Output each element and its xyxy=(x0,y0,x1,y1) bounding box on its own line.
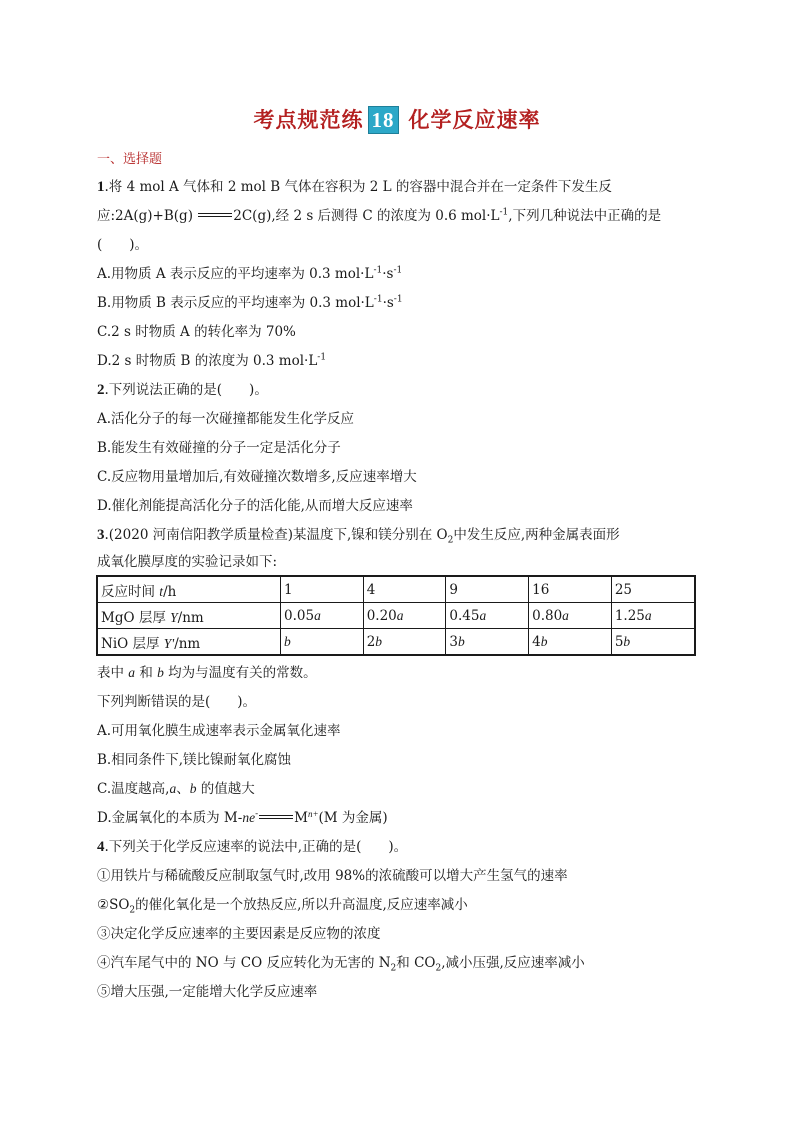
q1-optB-sup1: -1 xyxy=(373,294,383,305)
q2-stem xyxy=(97,381,268,399)
q3-optD-b: M xyxy=(294,810,308,826)
q4-item4-a: ④汽车尾气中的 NO 与 CO 反应转化为无害的 N xyxy=(97,955,391,971)
q4-item-3: ③决定化学反应速率的主要因素是反应物的浓度 xyxy=(97,926,381,942)
q3-note-a: 表中 xyxy=(97,665,129,681)
page-title xyxy=(0,104,794,134)
coef: 1.25 xyxy=(614,607,645,624)
q3-note-c: 均为与温度有关的常数。 xyxy=(163,665,317,681)
q1-optA-mid: ·s xyxy=(382,266,394,282)
q1-optB-sup2: -1 xyxy=(393,294,403,305)
table-cell xyxy=(611,603,695,629)
q3-optD-sup-minus: - xyxy=(255,809,259,820)
q1-optA-sup1: -1 xyxy=(373,265,383,276)
q1-optB-text: B.用物质 B 表示反应的平均速率为 0.3 mol·L xyxy=(97,295,374,311)
var-b: b xyxy=(157,665,164,680)
q4-item-2 xyxy=(97,896,468,914)
q3-option-c xyxy=(97,780,255,798)
q1-stem-line3: ( )。 xyxy=(97,237,149,253)
table-cell xyxy=(363,603,446,629)
table-cell xyxy=(446,629,529,656)
table-row xyxy=(97,603,695,629)
q3-option-d xyxy=(97,809,388,827)
var-a: a xyxy=(128,665,136,680)
table-cell: 25 xyxy=(611,576,695,603)
q3-optC-b: 、 xyxy=(176,781,190,797)
coef: 2 xyxy=(366,633,376,650)
q1-optA-sup2: -1 xyxy=(393,265,403,276)
q4-item4-b: 和 CO xyxy=(396,955,436,971)
nio-unit: /nm xyxy=(174,635,201,652)
table-cell: 9 xyxy=(446,576,529,603)
q1-stem-line1 xyxy=(97,178,612,196)
table-row xyxy=(97,629,695,656)
section-heading: 一、选择题 xyxy=(97,152,163,167)
mgo-var: Y xyxy=(170,609,178,625)
q4-item2-b: 的催化氧化是一个放热反应,所以升高温度,反应速率减小 xyxy=(135,897,468,913)
q1-text-2a: 应:2A(g)+B(g) xyxy=(97,208,198,224)
q4-number: 4 xyxy=(97,839,105,855)
var-b: b xyxy=(458,633,465,649)
title-prefix: 考点规范练 xyxy=(253,108,364,132)
q1-stem-line2 xyxy=(97,207,661,225)
mgo-unit: /nm xyxy=(177,609,204,626)
q2-option-d: D.催化剂能提高活化分子的活化能,从而增大反应速率 xyxy=(97,498,413,514)
q3-optD-sup-n xyxy=(308,810,319,820)
time-label: 反应时间 xyxy=(101,583,160,600)
q3-optD-sup-n-text: n+ xyxy=(307,808,319,819)
table-cell xyxy=(446,603,529,629)
equilibrium-arrow-icon xyxy=(198,210,232,220)
table-row xyxy=(97,576,695,603)
q1-option-b xyxy=(97,294,403,312)
coef: 0.45 xyxy=(449,607,480,624)
q4-item4-c: ,减小压强,反应速率减小 xyxy=(441,955,585,971)
row-header-mgo xyxy=(97,603,281,629)
q3-stem-text-b: 中发生反应,两种金属表面形 xyxy=(453,527,620,543)
q4-item4-sub1: 2 xyxy=(390,963,397,974)
q4-item4-sub2: 2 xyxy=(435,963,442,974)
row-header-nio xyxy=(97,629,281,656)
var-a: a xyxy=(479,607,487,623)
q4-item2-a: ②SO xyxy=(97,897,130,913)
title-topic: 化学反应速率 xyxy=(408,108,541,132)
coef: 4 xyxy=(532,633,541,650)
q3-stem-line1 xyxy=(97,526,620,544)
q3-optC-c: 的值越大 xyxy=(196,781,255,797)
time-unit: /h xyxy=(163,583,177,600)
coef: 5 xyxy=(614,633,624,650)
var-b: b xyxy=(284,633,291,649)
nio-label: NiO 层厚 xyxy=(101,635,164,652)
coef: 0.20 xyxy=(366,607,397,624)
q1-number: 1 xyxy=(97,179,105,195)
table-cell: 4 xyxy=(363,576,446,603)
coef: 3 xyxy=(449,633,458,650)
q1-optD-text: D.2 s 时物质 B 的浓度为 0.3 mol·L xyxy=(97,353,318,369)
table-cell: 16 xyxy=(529,576,612,603)
q2-stem-text: .下列说法正确的是( )。 xyxy=(104,382,268,398)
q2-number: 2 xyxy=(97,382,105,398)
table-cell xyxy=(363,629,446,656)
var-a: a xyxy=(396,607,404,623)
q4-item2-sub: 2 xyxy=(129,905,136,916)
q3-note-b: 和 xyxy=(135,665,158,681)
q3-stem-line2: 成氧化膜厚度的实验记录如下: xyxy=(97,554,278,570)
table-cell xyxy=(529,603,612,629)
var-b: b xyxy=(540,633,548,649)
q1-sup: -1 xyxy=(499,207,509,218)
q1-option-c: C.2 s 时物质 A 的转化率为 70% xyxy=(97,324,296,340)
q1-text-1: .将 4 mol A 气体和 2 mol B 气体在容积为 2 L 的容器中混合并在一定条件下发生反 xyxy=(104,179,612,195)
coef: 0.05 xyxy=(284,607,315,624)
var-b: b xyxy=(189,781,197,796)
q2-option-b: B.能发生有效碰撞的分子一定是活化分子 xyxy=(97,440,341,456)
var-a: a xyxy=(562,607,569,623)
q3-ask: 下列判断错误的是( )。 xyxy=(97,694,257,710)
q1-text-2b: 2C(g),经 2 s 后测得 C 的浓度为 0.6 mol·L xyxy=(233,208,500,224)
coef: 0.80 xyxy=(532,607,563,624)
time-var: t xyxy=(159,583,164,599)
table-cell xyxy=(529,629,612,656)
q4-item-5: ⑤增大压强,一定能增大化学反应速率 xyxy=(97,984,318,1000)
mgo-label: MgO 层厚 xyxy=(101,609,171,626)
nio-var: Y' xyxy=(163,635,175,651)
q3-optC-a: C.温度越高, xyxy=(97,781,170,797)
table-cell xyxy=(281,629,364,656)
q1-optA-text: A.用物质 A 表示反应的平均速率为 0.3 mol·L xyxy=(97,266,374,282)
var-a: a xyxy=(314,607,321,623)
q4-stem xyxy=(97,838,407,856)
table-cell xyxy=(611,629,695,656)
q3-sub: 2 xyxy=(447,535,454,546)
oxide-thickness-table xyxy=(96,575,696,656)
q3-stem-text-a: .(2020 河南信阳教学质量检查)某温度下,镍和镁分别在 O xyxy=(104,527,448,543)
q3-optD-ne: ne xyxy=(242,810,256,825)
var-a: a xyxy=(644,607,652,623)
row-header-time xyxy=(97,576,281,603)
var-a: a xyxy=(169,781,177,796)
q3-optD-a: D.金属氧化的本质为 M- xyxy=(97,810,243,826)
var-b: b xyxy=(375,633,383,649)
q4-stem-text: .下列关于化学反应速率的说法中,正确的是( )。 xyxy=(104,839,408,855)
q1-option-a xyxy=(97,265,402,283)
q1-text-2c: ,下列几种说法中正确的是 xyxy=(508,208,662,224)
q3-option-b: B.相同条件下,镁比镍耐氧化腐蚀 xyxy=(97,752,292,768)
q1-optB-mid: ·s xyxy=(382,295,394,311)
q4-item-1: ①用铁片与稀硫酸反应制取氢气时,改用 98%的浓硫酸可以增大产生氢气的速率 xyxy=(97,868,568,884)
q3-option-a: A.可用氧化膜生成速率表示金属氧化速率 xyxy=(97,723,341,739)
q3-number: 3 xyxy=(97,527,105,543)
q4-item-4 xyxy=(97,954,585,972)
reaction-arrow-icon xyxy=(259,812,293,822)
q1-optD-sup: -1 xyxy=(317,352,327,363)
var-b: b xyxy=(623,633,631,649)
table-cell xyxy=(281,603,364,629)
q2-option-a: A.活化分子的每一次碰撞都能发生化学反应 xyxy=(97,411,355,427)
title-number-badge: 18 xyxy=(368,106,399,134)
q1-option-d xyxy=(97,352,326,370)
q2-option-c: C.反应物用量增加后,有效碰撞次数增多,反应速率增大 xyxy=(97,469,417,485)
q3-optD-c: (M 为金属) xyxy=(318,810,388,826)
q3-note xyxy=(97,664,317,682)
table-cell: 1 xyxy=(281,576,364,603)
